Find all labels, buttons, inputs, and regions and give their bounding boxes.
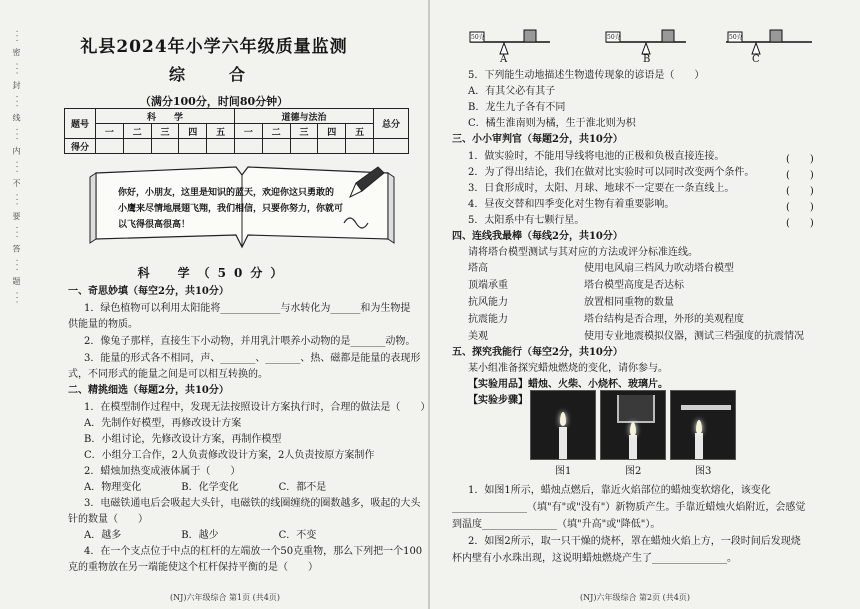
section-heading: 四、连线我最棒（每线2分，共10分）	[452, 231, 623, 242]
question-line: 供能量的物质。	[68, 319, 138, 330]
question-line: 2．蜡烛加热变成液体属于（ ）	[84, 466, 241, 477]
experiment-photo-1	[530, 390, 596, 460]
score-time-note: （满分100分，时间80分钟）	[139, 95, 289, 108]
score-cell[interactable]	[96, 139, 124, 154]
lever-label: C	[752, 54, 760, 65]
right-page	[430, 0, 860, 609]
lever-label: B	[643, 54, 651, 65]
match-left-item[interactable]: 塔高	[468, 263, 488, 274]
score-table-row-label: 得分	[65, 139, 96, 154]
score-table-num: 二	[262, 124, 290, 139]
match-right-item[interactable]: 使用电风扇三档风力吹动塔台模型	[584, 263, 734, 274]
candle-icon	[629, 435, 637, 459]
exam-subject: 综 合	[168, 65, 259, 84]
greeting-line: 以飞得很高很高！	[118, 220, 191, 230]
match-left-item[interactable]: 抗风能力	[468, 297, 508, 308]
score-cell[interactable]	[207, 139, 235, 154]
candle-icon	[559, 427, 567, 459]
page-footer: (NJ)六年级综合 第1页 (共4页)	[170, 593, 280, 602]
score-table-science: 科 学	[96, 109, 235, 124]
score-table-num: 五	[346, 124, 374, 139]
question-line: 杯内壁有小水珠出现，这说明蜡烛燃烧产生了_______________。	[452, 553, 737, 564]
section-intro: 请将塔台模型测试与其对应的方法或评分标准连线。	[468, 247, 698, 258]
score-table-num: 四	[318, 124, 346, 139]
score-cell[interactable]	[234, 139, 262, 154]
figure-label: 图1	[555, 466, 572, 477]
option-line: A．先制作好模型，再修改设计方案	[84, 418, 242, 429]
score-cell[interactable]	[262, 139, 290, 154]
match-left-item[interactable]: 顶端承重	[468, 280, 508, 291]
question-line: 克的重物放在另一端能使这个杠杆保持平衡的是（ ）	[68, 562, 318, 573]
option-line: C．橘生淮南则为橘，生于淮北则为枳	[468, 118, 636, 129]
section-heading: 一、奇思妙填（每空2分，共10分）	[68, 286, 229, 297]
binding-line-text: ··· 密 ··· 封 ··· 线 ··· 内 ··· 不 ··· 要 ··· 答 ··· 题 ···	[12, 30, 21, 306]
flame-icon	[630, 422, 636, 436]
score-cell[interactable]	[179, 139, 207, 154]
section-heading: 三、小小审判官（每题2分，共10分）	[452, 134, 623, 145]
question-line: 2．如图2所示，取一只干燥的烧杯，罩在蜡烛火焰上方，一段时间后发现烧	[468, 536, 801, 547]
steps-heading: 【实验步骤】	[468, 395, 528, 406]
match-right-item[interactable]: 使用专业地震模拟仪器，测试三档强度的抗震情况	[584, 331, 804, 342]
greeting-line: 你好，小朋友，这里是知识的蓝天，欢迎你这只勇敢的	[118, 188, 335, 198]
score-table-ethics: 道德与法治	[234, 109, 373, 124]
figure-label: 图2	[625, 466, 642, 477]
question-line: 4．在一个支点位于中点的杠杆的左端放一个50克重物，那么下列把一个100	[84, 546, 423, 557]
answer-paren[interactable]: ( )	[786, 202, 814, 213]
section-title-science: 科 学（50分）	[137, 266, 291, 280]
option-line: C．小组分工合作，2人负责修改设计方案，2人负责按原方案制作	[84, 450, 375, 461]
greeting-line: 小鹰来尽情地展翅飞翔，我们相信，只要你努力，你就可	[118, 204, 344, 214]
match-left-item[interactable]: 美观	[468, 331, 488, 342]
beaker-icon	[617, 395, 655, 423]
match-right-item[interactable]: 塔台结构是否合理，外形的美观程度	[584, 314, 744, 325]
score-table-num: 二	[123, 124, 151, 139]
page-footer: (NJ)六年级综合 第2页 (共4页)	[580, 593, 690, 602]
score-table	[64, 108, 409, 154]
option-line: B．小组讨论，先修改设计方案，再制作模型	[84, 434, 282, 445]
judge-statement: 4．昼夜交替和四季变化对生物有着重要影响。	[468, 199, 675, 210]
greeting-message	[118, 185, 368, 233]
match-right-item[interactable]: 放置相同重物的数量	[584, 297, 674, 308]
question-line: 3．能量的形式各不相同，声、_______、_______、热、磁都是能量的表现形	[84, 353, 421, 364]
score-table-num: 三	[290, 124, 318, 139]
judge-statement: 2．为了得出结论，我们在做对比实验时可以同时改变两个条件。	[468, 167, 755, 178]
score-table-num: 五	[207, 124, 235, 139]
score-table-num: 三	[151, 124, 179, 139]
flame-icon	[696, 420, 702, 434]
judge-statement: 1．做实验时，不能用导线将电池的正极和负极直接连接。	[468, 151, 725, 162]
flame-icon	[560, 412, 566, 426]
question-line: 1．如图1所示，蜡烛点燃后，靠近火焰部位的蜡烛变软熔化，该变化	[468, 485, 771, 496]
option-line: B．龙生九子各有不同	[468, 102, 566, 113]
score-cell[interactable]	[151, 139, 179, 154]
exam-title: 礼县2024年小学六年级质量监测	[80, 37, 348, 57]
option-line: A．有其父必有其子	[468, 86, 556, 97]
lever-weight-label: 50克	[607, 34, 621, 41]
lever-diagrams	[466, 26, 846, 66]
answer-paren[interactable]: ( )	[786, 154, 814, 165]
score-table-header-label: 题号	[65, 109, 96, 139]
score-cell[interactable]	[123, 139, 151, 154]
answer-paren[interactable]: ( )	[786, 218, 814, 229]
glass-plate-icon	[681, 405, 731, 410]
experiment-photo-3	[670, 390, 736, 460]
answer-paren[interactable]: ( )	[786, 170, 814, 181]
question-line: 到温度_______________（填"升高"或"降低"）。	[452, 519, 661, 530]
section-heading: 五、探究我能行（每空2分，共10分）	[452, 347, 623, 358]
experiment-photo-2	[600, 390, 666, 460]
figure-label: 图3	[695, 466, 712, 477]
score-table-num: 四	[179, 124, 207, 139]
score-cell[interactable]	[374, 139, 409, 154]
judge-statement: 5．太阳系中有七颗行星。	[468, 215, 585, 226]
section-heading: 二、精挑细选（每题2分，共10分）	[68, 385, 229, 396]
score-cell[interactable]	[346, 139, 374, 154]
question-line: 式，不同形式的能量之间是可以相互转换的。	[68, 369, 268, 380]
score-table-num: 一	[96, 124, 124, 139]
question-line: 1．绿色植物可以利用太阳能将____________与水转化为______和为生物提	[84, 303, 411, 314]
question-line: 1．在模型制作过程中，发现无法按照设计方案执行时，合理的做法是（ ）	[84, 402, 431, 413]
question-line: 针的数量（ ）	[68, 514, 148, 525]
question-line: 2．像兔子那样，直接生下小动物，并用乳汁喂养小动物的是_______动物。	[84, 336, 416, 347]
candle-icon	[695, 433, 703, 459]
score-table-total: 总分	[374, 109, 409, 139]
lever-weight-label: 50克	[471, 34, 485, 41]
judge-statement: 3．日食形成时，太阳、月球、地球不一定要在一条直线上。	[468, 183, 735, 194]
question-line: 3．电磁铁通电后会吸起大头针，电磁铁的线圈缠绕的圈数越多，吸起的大头	[84, 498, 421, 509]
score-cell[interactable]	[290, 139, 318, 154]
materials-line: 【实验用品】蜡烛、火柴、小烧杯、玻璃片。	[468, 379, 668, 390]
score-table-num: 一	[234, 124, 262, 139]
option-line: A．越多 B．越少 C．不变	[84, 530, 317, 541]
answer-paren[interactable]: ( )	[786, 186, 814, 197]
score-cell[interactable]	[318, 139, 346, 154]
option-line: A．物理变化 B．化学变化 C．都不是	[84, 482, 327, 493]
question-line: 5．下列能生动地描述生物遗传现象的谚语是（ ）	[468, 70, 705, 81]
lever-weight-label: 50克	[729, 34, 743, 41]
section-intro: 某小组准备探究蜡烛燃烧的变化，请你参与。	[468, 363, 668, 374]
match-left-item[interactable]: 抗震能力	[468, 314, 508, 325]
lever-label: A	[500, 54, 508, 65]
question-line: _______________（填"有"或"没有"）新物质产生。手靠近蜡烛火焰附近，会感觉	[452, 502, 806, 513]
match-right-item[interactable]: 塔台模型高度是否达标	[584, 280, 684, 291]
